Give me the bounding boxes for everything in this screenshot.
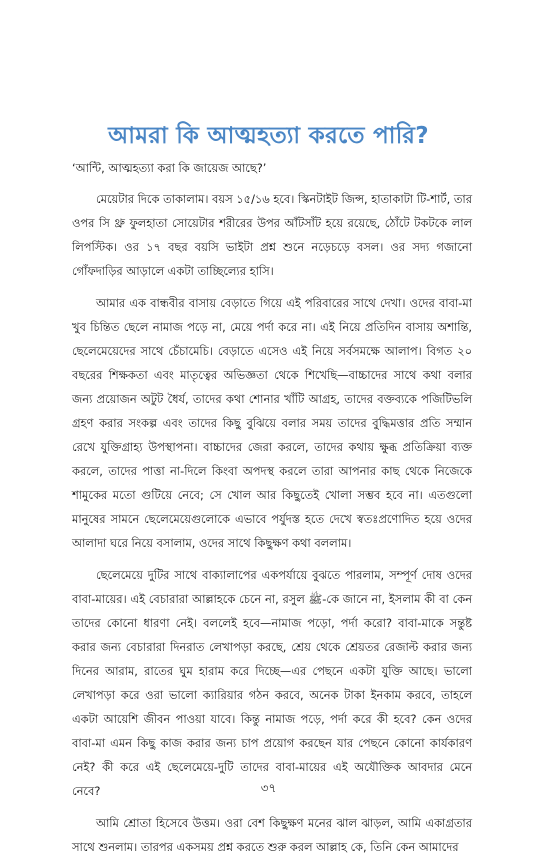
chapter-body — [72, 156, 472, 867]
paragraph-1: মেয়েটার দিকে তাকালাম। বয়স ১৫/১৬ হবে। স্কিনটাইট জিন্স, হাতাকাটা টি-শার্ট, তার ওপর সি থ্রু ফুলহাতা সোয়েটার শরীরের উপর আঁটসাঁট হয়ে রয়েছে, ঠোঁটে টকটকে লাল লিপস্টিক। ওর ১৭ বছর বয়সি ভাইটা প্রশ্ন শুনে নড়েচড়ে বসল। ওর সদ্য গজানো গোঁফদাড়ির আড়ালে একটা তাচ্ছিল্যের হাসি। — [72, 192, 472, 278]
paragraph-3: ছেলেমেয়ে দুটির সাথে বাক্যালাপের একপর্যায়ে বুঝতে পারলাম, সম্পূর্ণ দোষ ওদের বাবা-মায়ের। এই বেচারারা আল্লাহকে চেনে না, রসুল ﷺ-কে জানে না, ইসলাম কী বা কেন তাদের কোনো ধারণা নেই। বললেই হবে—নামাজ পড়ো, পর্দা করো? বাবা-মাকে সন্তুষ্ট করার জন্য বেচারারা দিনরাত লেখাপড়া করছে, শ্রেয় থেকে শ্রেয়তর রেজাল্ট করার জন্য দিনের আরাম, রাতের ঘুম হারাম করে দিচ্ছে—এর পেছনে একটা যুক্তি আছে। ভালো লেখাপড়া করে ওরা ভালো ক্যারিয়ার গঠন করবে, অনেক টাকা ইনকাম করবে, তাহলে একটা আয়েশি জীবন পাওয়া যাবে। কিন্তু নামাজ পড়ে, পর্দা করে কী হবে? কেন ওদের বাবা-মা এমন কিছু কাজ করার জন্য চাপ প্রয়োগ করছেন যার পেছনে কোনো কার্যকারণ নেই? কী করে এই ছেলেমেয়ে-দুটি তাদের বাবা-মায়ের এই অযৌক্তিক আবদার মেনে নেবে? — [72, 568, 472, 798]
opening-quote: ‘আন্টি, আত্মহত্যা করা কি জায়েজ আছে?’ — [72, 161, 267, 175]
paragraph-2: আমার এক বান্ধবীর বাসায় বেড়াতে গিয়ে এই পরিবারের সাথে দেখা। ওদের বাবা-মা খুব চিন্তিত ছেলে নামাজ পড়ে না, মেয়ে পর্দা করে না। এই নিয়ে প্রতিদিন বাসায় অশান্তি, ছেলেমেয়েদের সাথে চেঁচামেচি। বেড়াতে এসেও এই নিয়ে সর্বসমক্ষে আলাপ। বিগত ২০ বছরের শিক্ষকতা এবং মাতৃত্বের অভিজ্ঞতা থেকে শিখেছি—বাচ্চাদের সাথে কথা বলার জন্য প্রয়োজন অটুট ধৈর্য, তাদের কথা শোনার খাঁটি আগ্রহ, তাদের বক্তব্যকে পজিটিভলি গ্রহণ করার সংকল্প এবং তাদের কিছু বুঝিয়ে বলার সময় তাদের বুদ্ধিমত্তার প্রতি সম্মান রেখে যুক্তিগ্রাহ্য উপস্থাপনা। বাচ্চাদের জেরা করলে, তাদের কথায় ক্ষুব্ধ প্রতিক্রিয়া ব্যক্ত করলে, তাদের পাত্তা না-দিলে কিংবা অপদস্থ করলে তারা আপনার কাছ থেকে নিজেকে শামুকের মতো গুটিয়ে নেবে; সে খোল আর কিছুতেই খোলা সম্ভব হবে না। এতগুলো মানুষের সামনে ছেলেমেয়েগুলোকে এভাবে পর্যুদস্ত হতে দেখে স্বতঃপ্রণোদিত হয়ে ওদের আলাদা ঘরে নিয়ে বসালাম, ওদের সাথে কিছুক্ষণ কথা বললাম। — [72, 296, 472, 550]
paragraph-4: আমি শ্রোতা হিসেবে উত্তম। ওরা বেশ কিছুক্ষণ মনের ঝাল ঝাড়ল, আমি একাগ্রতার সাথে শুনলাম। তারপর একসময় প্রশ্ন করতে শুরু করল আল্লাহ কে, তিনি কেন আমাদের — [72, 816, 472, 854]
chapter-title: আমরা কি আত্মহত্যা করতে পারি? — [108, 123, 429, 150]
page-number: ৩৭ — [260, 781, 277, 795]
